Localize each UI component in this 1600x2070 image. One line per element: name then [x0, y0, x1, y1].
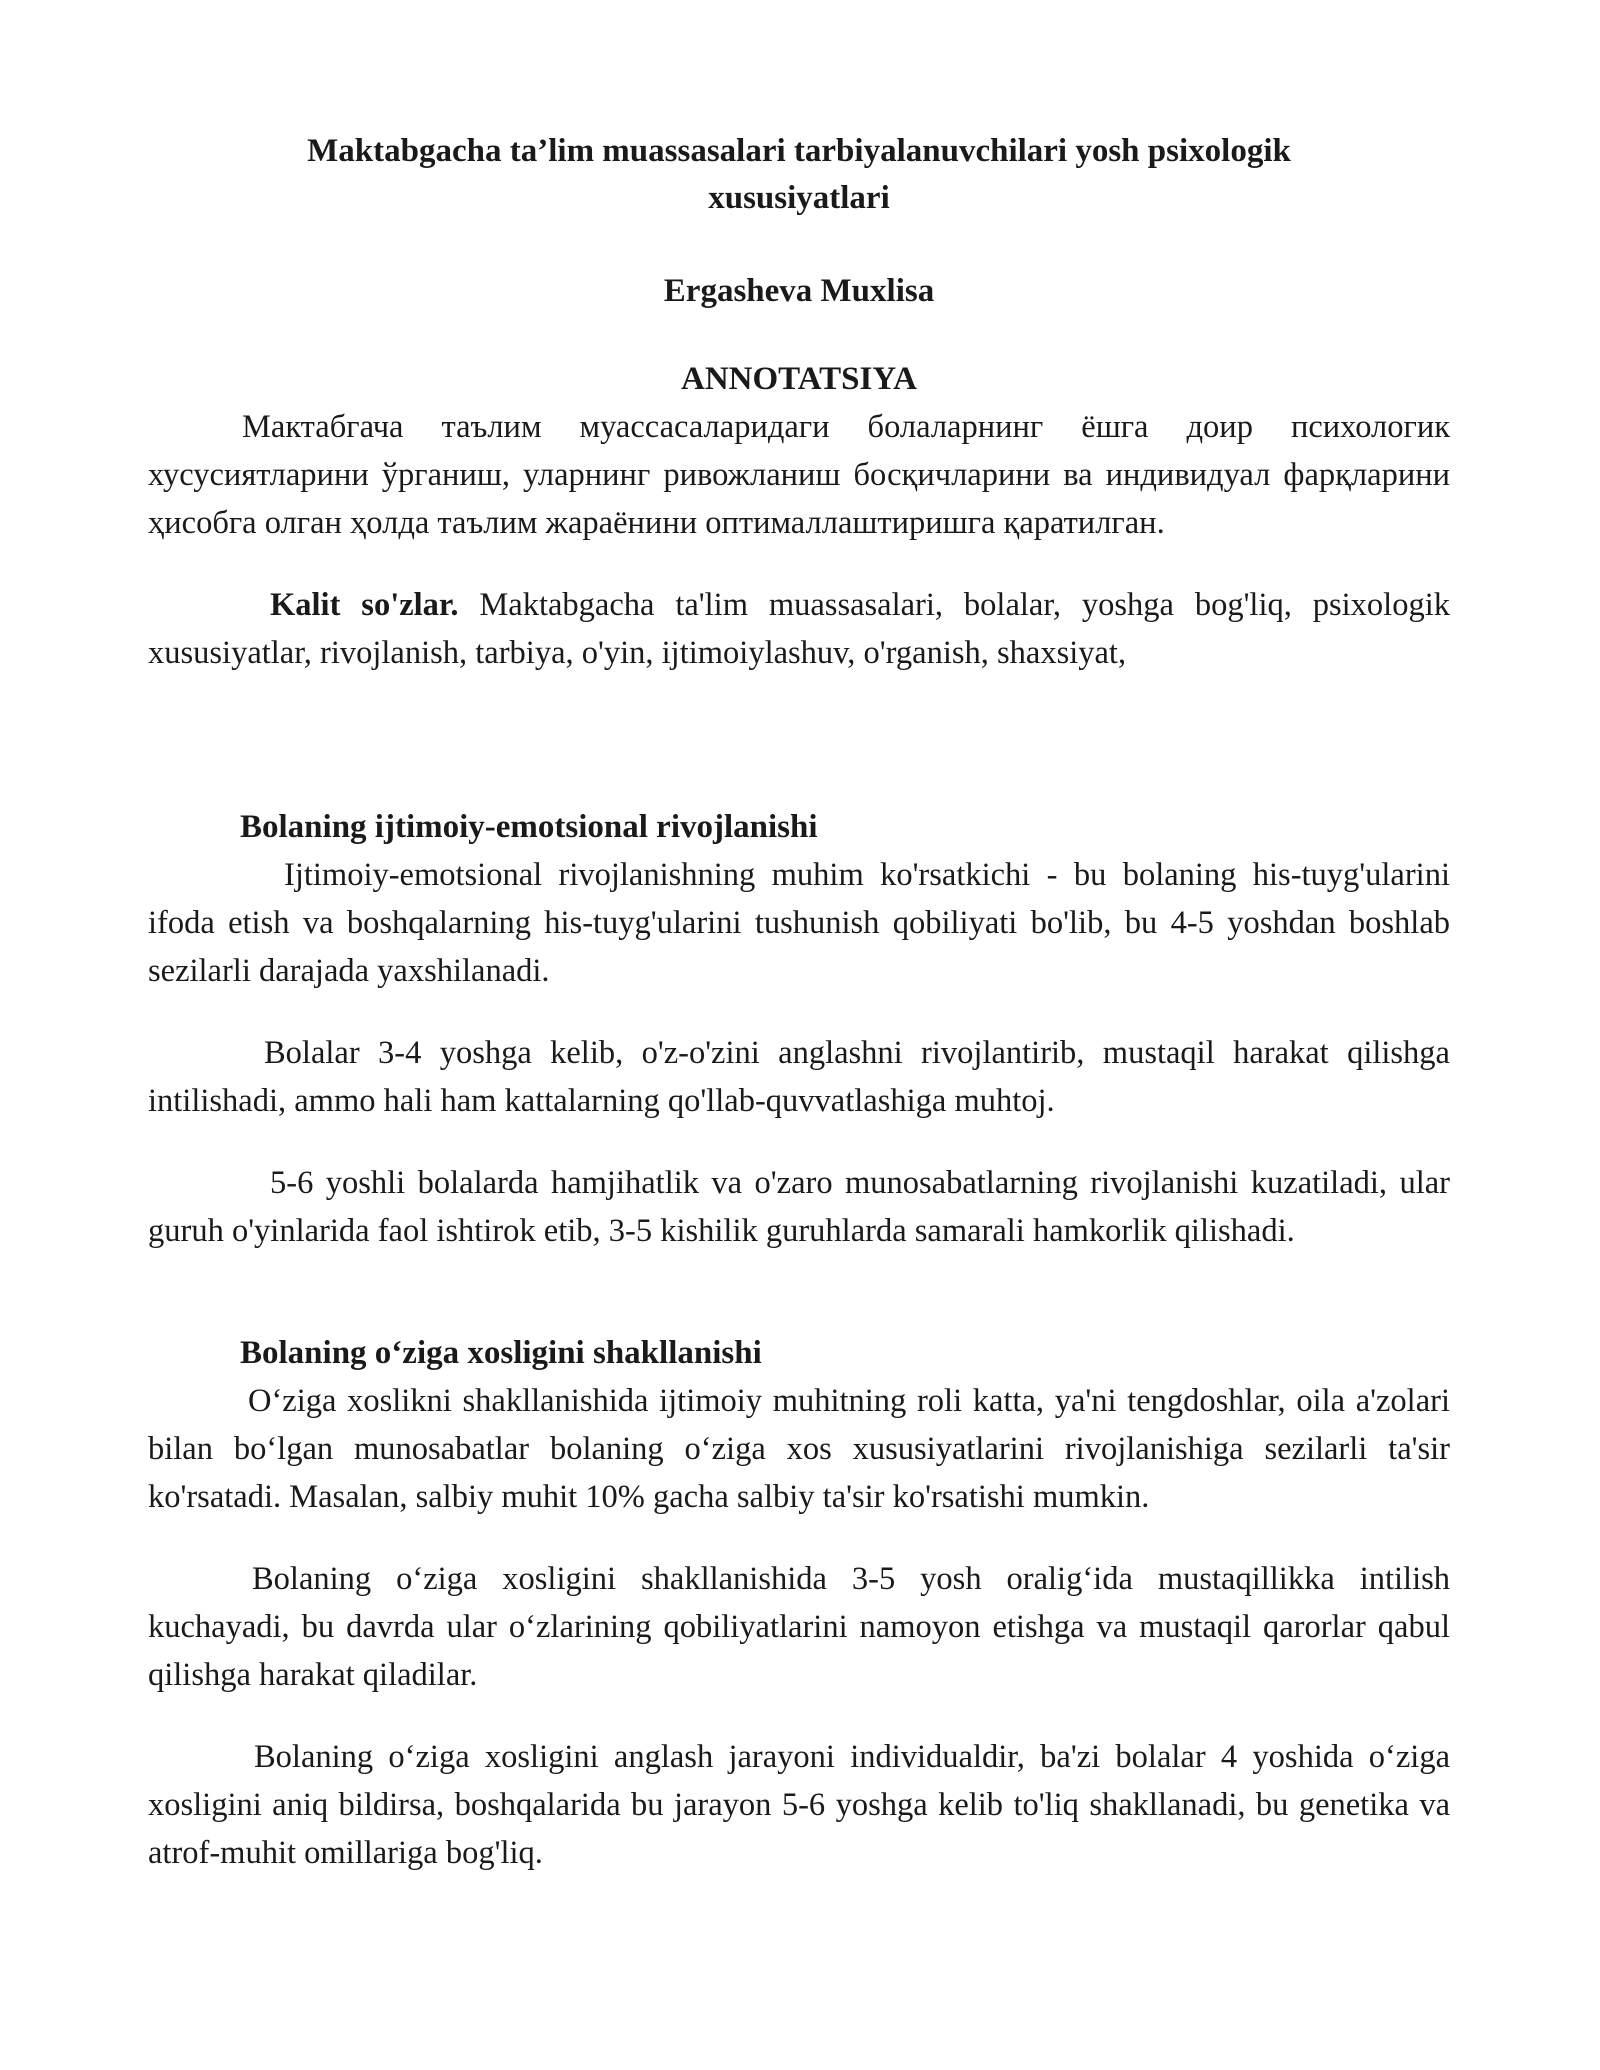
- section-paragraph: 5-6 yoshli bolalarda hamjihatlik va o'zaro munosabatlarning rivojlanishi kuzatiladi, ular guruh o'yinlarida faol ishtirok etib, 3-5 kishilik guruhlarda samarali hamkorlik qilishadi.: [148, 1165, 1450, 1249]
- annotation-text: Мактабгача таълим муассасаларидаги болаларнинг ёшга доир психологик хусусиятларини ўрганиш, уларнинг ривожланиш босқичларини ва индивидуал фарқларини ҳисобга олган ҳолда таълим жараёнини оптималлаштиришга қаратилган.: [148, 409, 1450, 541]
- section-heading-identity: Bolaning o‘ziga xosligini shakllanishi: [240, 1335, 762, 1371]
- document-title: Maktabgacha ta’lim muassasalari tarbiyalanuvchilari yosh psixologik xususiyatlari: [307, 133, 1291, 216]
- keywords-label: Kalit so'zlar.: [270, 587, 459, 623]
- section-paragraph: Bolaning o‘ziga xosligini shakllanishida 3-5 yosh oralig‘ida mustaqillikka intilish kuchayadi, bu davrda ular o‘zlarining qobiliyatlarini namoyon etishga va mustaqil qarorlar qabul qilishga harakat qiladilar.: [148, 1561, 1450, 1693]
- keywords-text: Maktabgacha ta'lim muassasalari, bolalar, yoshga bog'liq, psixologik xususiyatlar, rivojlanish, tarbiya, o'yin, ijtimoiylashuv, o'rganish, shaxsiyat,: [148, 587, 1450, 671]
- keywords-paragraph: [148, 581, 1450, 677]
- author-name: Ergasheva Muxlisa: [663, 273, 935, 309]
- section-paragraph: Bolaning o‘ziga xosligini anglash jarayoni individualdir, ba'zi bolalar 4 yoshida o‘ziga xosligini aniq bildirsa, boshqalarida bu jarayon 5-6 yoshga kelib to'liq shakllanadi, bu genetika va atrof-muhit omillariga bog'liq.: [148, 1739, 1450, 1871]
- section-paragraph: Ijtimoiy-emotsional rivojlanishning muhim ko'rsatkichi - bu bolaning his-tuyg'ularini ifoda etish va boshqalarning his-tuyg'ularini tushunish qobiliyati bo'lib, bu 4-5 yoshdan boshlab sezilarli darajada yaxshilanadi.: [148, 857, 1450, 989]
- annotation-heading: ANNOTATSIYA: [681, 361, 917, 397]
- section-paragraph: Bolalar 3-4 yoshga kelib, o'z-o'zini anglashni rivojlantirib, mustaqil harakat qilishga intilishadi, ammo hali ham kattalarning qo'llab-quvvatlashiga muhtoj.: [148, 1035, 1450, 1119]
- section-heading-emotional: Bolaning ijtimoiy-emotsional rivojlanishi: [240, 809, 818, 845]
- section-paragraph: O‘ziga xoslikni shakllanishida ijtimoiy muhitning roli katta, ya'ni tengdoshlar, oila a'zolari bilan bo‘lgan munosabatlar bolaning o‘ziga xos xususiyatlarini rivojlanishiga sezilarli ta'sir ko'rsatadi. Masalan, salbiy muhit 10% gacha salbiy ta'sir ko'rsatishi mumkin.: [148, 1383, 1450, 1515]
- document-page: [148, 128, 1450, 1877]
